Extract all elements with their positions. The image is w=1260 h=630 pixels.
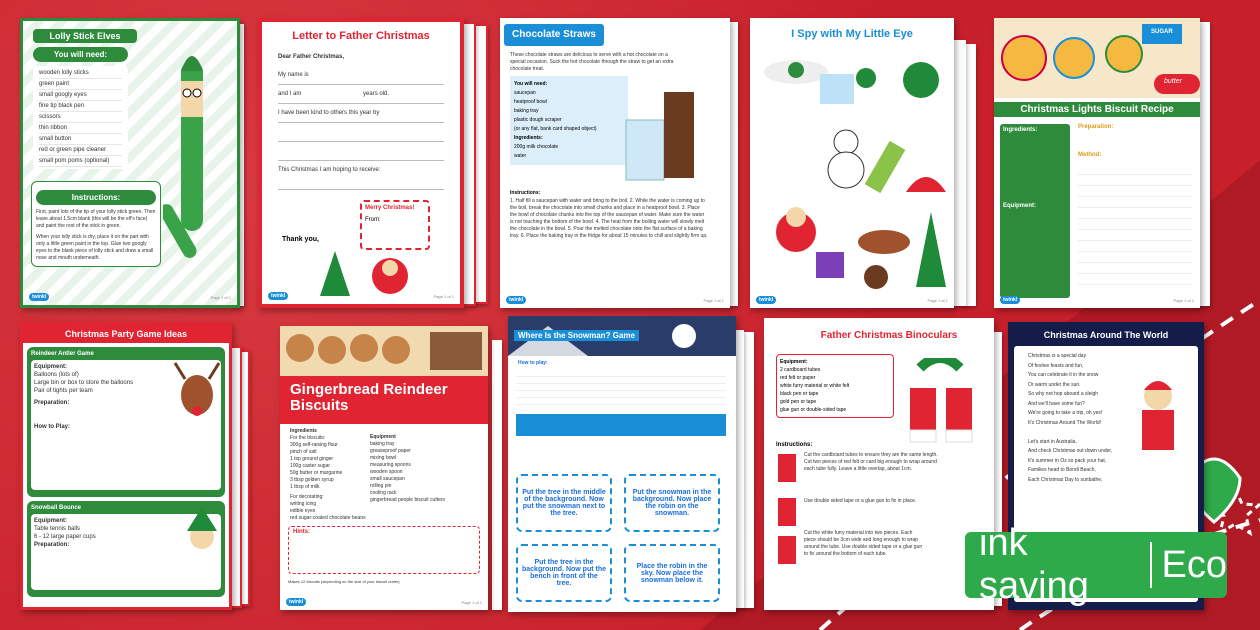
game-card-2[interactable] (624, 474, 720, 532)
card-letter-to-father-christmas[interactable] (258, 18, 464, 308)
list-item: small googly eyes (39, 90, 122, 101)
materials-list (33, 66, 128, 169)
name-line: My name is (278, 66, 444, 85)
kind-line: I have been kind to others this year by (278, 104, 444, 123)
list-item: 6 - 12 large paper cups (34, 534, 96, 540)
instructions-lines (516, 370, 726, 410)
preparation-label: Preparation: (34, 400, 70, 406)
twinkl-logo: twinkl (506, 296, 526, 304)
hints-label: Hints: (293, 529, 310, 535)
game-card-4[interactable] (624, 544, 720, 602)
poem-line: We're going to take a trip, oh yes! (1028, 410, 1103, 416)
poem-line: Each Christmas Day to sunbathe, (1028, 476, 1103, 483)
card-title: Father Christmas Binoculars (820, 330, 958, 341)
card-chocolate-straws[interactable] (500, 18, 730, 308)
list-item: Large bin or box to store the balloons (34, 380, 134, 386)
list-item: rolling pin (370, 483, 392, 489)
years-label: years old. (363, 91, 390, 97)
list-item: small button (39, 134, 122, 145)
card-gingerbread[interactable] (280, 326, 488, 610)
card-party-games[interactable] (20, 322, 232, 610)
reindeer-icon (167, 359, 227, 419)
twinkl-logo: twinkl (1000, 296, 1020, 304)
poem-text (1028, 352, 1128, 485)
list-item: fine tip black pen (39, 101, 122, 112)
card-text: Put the snowman in the background. Now place the robin on the snowman. (632, 489, 712, 517)
card-text: Place the robin in the sky. Now place the snowman below it. (636, 562, 708, 584)
list-item: scissors (39, 112, 122, 123)
card-title: I Spy with My Little Eye (791, 28, 913, 40)
salutation: Dear Father Christmas, (278, 54, 345, 60)
list-item: red felt or paper (780, 375, 816, 381)
page-number: Page 1 of 1 (210, 294, 231, 300)
list-item: writing icing (290, 501, 317, 507)
list-item: wooden lolly sticks (39, 68, 122, 79)
method-label: Method: (1078, 152, 1102, 158)
list-item: measuring spoons (370, 462, 411, 468)
list-item: edible eyes (290, 508, 316, 514)
game-card-3[interactable] (516, 544, 612, 602)
list-item: green paint (39, 79, 122, 90)
list-item: 3 tbsp golden syrup (290, 477, 334, 483)
twinkl-logo: twinkl (286, 598, 306, 606)
twinkl-logo: twinkl (29, 293, 49, 301)
card-footer (506, 295, 724, 305)
step-1: First, paint lots of the tip of your lolly stick green. Then leave about 1.5cm blank (this will be the elf's face) and paint the rest of the stick in green. (36, 209, 156, 229)
card-title: Chocolate Straws (512, 29, 596, 40)
card-title: Christmas Party Game Ideas (23, 325, 229, 343)
instructions-label: Instructions: (510, 190, 541, 196)
card-title: Lolly Stick Elves (33, 29, 137, 43)
binoculars-illustration (890, 358, 990, 448)
card-i-spy[interactable] (750, 18, 954, 308)
poem-line: It's summer in Oz so pack your hat, (1028, 457, 1107, 464)
game-2-title: Snowball Bounce (31, 505, 82, 511)
merry-text: Merry Christmas! (365, 205, 415, 211)
card-title (280, 376, 488, 414)
list-item: small pom poms (optional) (39, 156, 122, 167)
preparation-label: Preparation: (1078, 124, 1114, 130)
list-item: 1 tbsp of milk (290, 484, 320, 490)
card-footer (29, 292, 231, 302)
lolly-elf-illustration (163, 41, 223, 271)
card-binoculars[interactable] (764, 318, 994, 610)
card-title: Christmas Lights Biscuit Recipe (994, 102, 1200, 117)
equipment-label: Equipment: (34, 518, 67, 524)
ingredients-label: Ingredients: (1003, 127, 1038, 133)
list-item: Table tennis balls (34, 526, 81, 532)
equipment-label: Equipment: (34, 364, 67, 370)
ingredients-column (1000, 124, 1070, 298)
poem-line: Of festive feasts and fun, (1028, 362, 1084, 369)
instructions-label: Instructions: (36, 190, 156, 205)
card-title: Christmas Around The World (1043, 330, 1169, 340)
step-1: Cut the cardboard tubes to ensure they are the same length. Cut two pieces of red felt or card big enough to wrap around each tube fully. Leave a little overlap, about 1cm. (804, 452, 938, 472)
card-lolly-stick-elves[interactable] (20, 18, 240, 308)
christmas-items-illustration (756, 52, 948, 292)
title-line-2: Biscuits (290, 397, 349, 414)
from-label: From: (365, 217, 381, 223)
poem-line: And check Christmas out down under, (1028, 448, 1113, 454)
list-item: 50g butter or margarine (290, 470, 343, 476)
instructions-box (31, 181, 161, 267)
elf-icon (177, 507, 227, 567)
method-steps (1078, 164, 1192, 292)
list-item: 100g caster sugar (290, 463, 331, 469)
list-item: saucepan (514, 90, 536, 96)
list-item: 200g milk chocolate (514, 144, 559, 150)
makes-note: Makes 12 biscuits (depending on the size of your biscuit cutter) (288, 579, 400, 584)
equipment-label: Equipment (370, 434, 396, 440)
eco-label: Eco (1161, 543, 1227, 586)
for-biscuits-label: For the biscuits: (290, 435, 326, 441)
need-label: You will need: (33, 47, 128, 62)
list-item: plastic dough scraper (514, 117, 562, 123)
list-item: cooling rack (370, 490, 397, 496)
badge-divider (1150, 542, 1152, 588)
card-snowman-game[interactable] (508, 316, 736, 612)
twinkl-logo: twinkl (268, 292, 288, 300)
list-item: small saucepan (370, 476, 405, 482)
game-1-title: Reindeer Antler Game (31, 351, 94, 357)
need-label: You will need: (514, 81, 548, 87)
card-footer (286, 597, 482, 607)
step-3: Cut the white furry material into two pieces. Each piece should be 3cm wide and long enough to wrap around the tube. Use double sided tape or a glue gun to fix around the bottom of each tube. (804, 530, 923, 557)
card-footer (1000, 295, 1194, 305)
step-2: Use double sided tape or a glue gun to fix in place. (804, 498, 917, 504)
list-item: water (514, 153, 527, 159)
ink-saving-label: ink saving (979, 522, 1089, 607)
poem-line: Let's start in Australia, (1028, 438, 1077, 445)
ingredients-label: Ingredients: (514, 135, 543, 141)
list-item: 300g self-raising flour (290, 442, 338, 448)
tube-steps-icons (776, 452, 800, 572)
list-item: 1 tsp ground ginger (290, 456, 334, 462)
list-item: 2 cardboard tubes (780, 367, 821, 373)
butter-label: butter (1164, 78, 1182, 85)
equipment-list (370, 434, 480, 504)
page-number: Page 1 of 1 (927, 297, 948, 303)
info-bar (516, 414, 726, 436)
page-number: Page 1 of 1 (433, 293, 454, 299)
list-item: baking tray (370, 441, 395, 447)
list-item: white furry material or white felt (780, 383, 850, 389)
page-number: Page 1 of 1 (703, 297, 724, 303)
decorating-label: For decorating: (290, 494, 324, 500)
instructions-text: 1. Half fill a saucepan with water and bring to the boil. 2. While the water is coming up to the boil, break the chocolate into small chunks and place in a heatproof bowl. 3. Place the bowl of chocolate chunks into the top of the saucepan of water. Make sure the water is not touching the bottom of the bowl. 4. The heat from the boiling water will slowly melt the chocolate in the bowl. 5. Pour the melted chocolate onto the flat surface of a baking tray. 6. Place the baking tray in the fridge for about 15 minutes to chill and slightly firm up. (510, 198, 708, 239)
ingredients-label: Ingredients (290, 428, 317, 434)
card-biscuit-recipe[interactable] (994, 18, 1200, 308)
poem-line: Families head to Bondi Beach, (1028, 467, 1096, 473)
game-card-1[interactable] (516, 474, 612, 532)
ingredients-list (290, 428, 376, 522)
how-to-play-label: How to Play: (34, 424, 71, 430)
intro-text: These chocolate straws are delicious to serve with a hot chocolate on a special occasion. Suck the hot chocolate through the straw to get an extra chocolate treat. (510, 52, 674, 72)
requirements-box (510, 76, 628, 165)
list-item: black pen or tape (780, 391, 819, 397)
hints-box (288, 526, 480, 574)
page-number: Page 1 of 1 (1173, 297, 1194, 303)
thank-you: Thank you, (282, 236, 319, 243)
step-2: When your lolly stick is dry, place it on the part with only a little green paint in the top. Glue two googly eyes to the blank piece of lolly stick and draw a small nose and mouth underneath. (36, 234, 154, 261)
page-number: Page 1 of 1 (461, 599, 482, 605)
biscuits-header-illustration (280, 326, 488, 376)
ink-saving-eco-badge (965, 522, 1227, 607)
hoping-line: This Christmas I am hoping to receive: (278, 167, 381, 173)
list-item: mixing bowl (370, 455, 397, 461)
age-label: and I am (278, 91, 302, 97)
card-text: Put the tree in the middle of the background. Now put the snowman next to the tree. (522, 489, 606, 517)
card-title: Where Is the Snowman? Game (514, 330, 639, 341)
list-item: thin ribbon (39, 123, 122, 134)
list-item: glue gun or double-sided tape (780, 407, 847, 413)
title-line-1: Gingerbread Reindeer (290, 381, 448, 398)
poem-line: It's Christmas Around The World! (1028, 419, 1102, 426)
poem-line: You can celebrate it in the snow (1028, 372, 1099, 378)
card-footer (268, 291, 454, 301)
card-text: Put the tree in the background. Now put the bench in front of the tree. (522, 559, 606, 587)
list-item: baking tray (514, 108, 539, 114)
poem-line: Christmas is a special day (1028, 353, 1087, 359)
twinkl-logo: twinkl (756, 296, 776, 304)
game-2-box (27, 501, 225, 597)
game-1-box (27, 347, 225, 497)
poem-line: So why not hop aboard a sleigh (1028, 391, 1099, 397)
list-item: red sugar-coated chocolate beans (290, 515, 366, 521)
card-title: Letter to Father Christmas (292, 30, 430, 42)
santa-chef-illustration (1118, 372, 1198, 462)
title-banner (280, 376, 488, 424)
list-item: red or green pipe cleaner (39, 145, 122, 156)
equipment-box (776, 354, 894, 418)
chocolate-and-glass-illustration (624, 90, 704, 185)
poem-line: Or warm under the sun. (1028, 381, 1081, 388)
card-footer (756, 295, 948, 305)
list-item: Balloons (lots of) (34, 372, 79, 378)
poem-line: And we'll have some fun? (1028, 400, 1085, 407)
sugar-label: SUGAR (1151, 29, 1173, 35)
how-to-play-label: How to play: (518, 360, 548, 366)
list-item: gold pen or tape (780, 399, 817, 405)
list-item: greaseproof paper (370, 448, 411, 454)
preparation-label: Preparation: (34, 542, 70, 548)
equipment-label: Equipment: (780, 359, 808, 365)
equipment-label: Equipment: (1003, 203, 1036, 209)
list-item: pinch of salt (290, 449, 317, 455)
list-item: wooden spoon (370, 469, 403, 475)
gift-tag (360, 200, 430, 250)
list-item: Pair of tights per team (34, 388, 93, 394)
instructions-label: Instructions: (776, 442, 813, 448)
list-item: heatproof bowl (514, 99, 547, 105)
list-item: gingerbread people biscuit cutters (370, 497, 446, 503)
list-item: (or any flat, bank card shaped object) (514, 126, 597, 132)
